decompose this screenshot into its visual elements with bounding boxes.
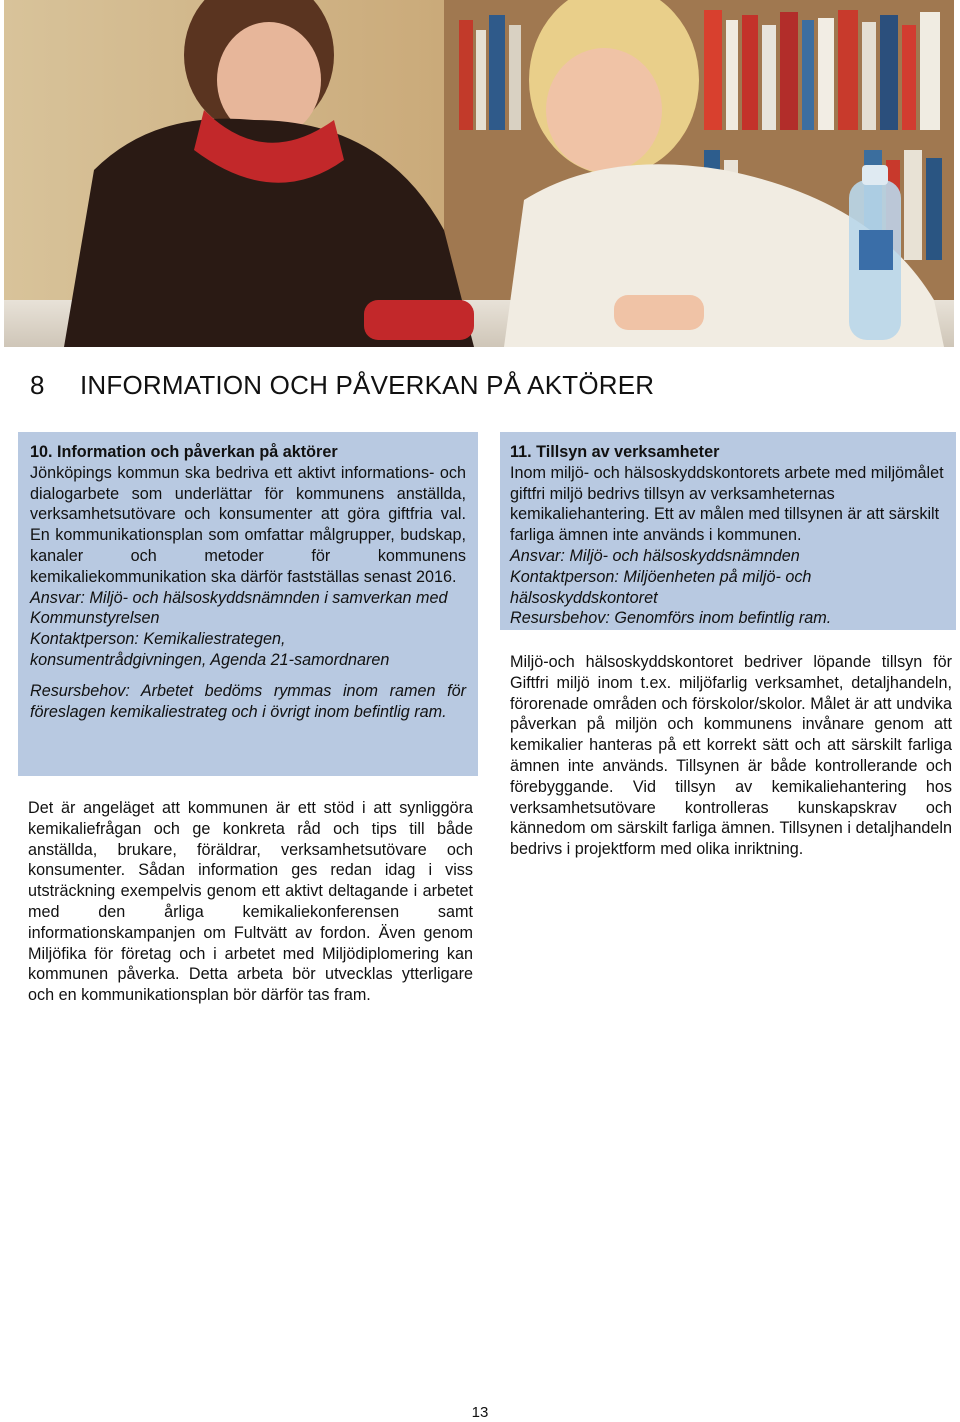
section-number: 8: [30, 370, 45, 400]
action-responsible: Ansvar: Miljö- och hälsoskyddsnämnden i samverkan med Kommunstyrelsen: [30, 588, 448, 628]
section-heading: [30, 370, 654, 401]
action-resources: Resursbehov: Genomförs inom befintlig ram.: [510, 609, 832, 628]
action-body: Inom miljö- och hälsoskyddskontorets arbete med miljömålet giftfri miljö bedrivs tillsyn av verksamheternas kemikaliehantering. Ett av målen med tillsynen är att särskilt farliga ämnen inte används i kommunen.: [510, 463, 944, 545]
section-title: INFORMATION OCH PÅVERKAN PÅ AKTÖRER: [80, 370, 655, 400]
photo-two-women-studying: [4, 0, 954, 347]
header-photo: [4, 0, 954, 347]
body-paragraph-right: Miljö-och hälsoskyddskontoret bedriver löpande tillsyn för Giftfri miljö inom t.ex. miljöfarlig verksamhet, detaljhandeln, förorenade områden och förskolor/skolor. Målet är att undvika påverkan på miljön och kommunens invånare genom att kemikalier hanteras på ett korrekt sätt och att särskilt farliga ämnen inte används. Tillsynen är både kontrollerande och förebyggande. Vid tillsyn av kemikaliehantering hos verksamhetsutövare kontrolleras kunskapskrav och kännedom om särskilt farliga ämnen. Tillsynen i detaljhandeln bedrivs i projektform med olika inriktning.: [510, 653, 952, 859]
action-resources: Resursbehov: Arbetet bedöms rymmas inom ramen för föreslagen kemikaliestrateg och i övrigt inom befintlig ram.: [30, 681, 466, 721]
action-title: 11. Tillsyn av verksamheter: [510, 443, 720, 461]
action-box-10: [18, 432, 478, 776]
body-paragraph-left: Det är angeläget att kommunen är ett stöd i att synliggöra kemikaliefrågan och ge konkreta råd och tips till både anställda, brukare, föräldrar, verksamhetsutövare och konsumenter. Sådan information ges redan idag i viss utsträckning exempelvis genom ett aktivt deltagande i arbetet med den årliga kemikaliekonferensen samt informationskampanjen om Fultvätt av fordon. Även genom Miljöfika för företag och i arbetet med Miljödiplomering kan kommunen påverka. Detta arbeta bör utvecklas ytterligare och en kommunikationsplan bör därför tas fram.: [28, 799, 473, 1005]
action-box-11: [500, 432, 956, 630]
page-number: 13: [471, 1404, 489, 1421]
action-responsible: Ansvar: Miljö- och hälsoskyddsnämnden: [510, 546, 800, 565]
action-body: Jönköpings kommun ska bedriva ett aktivt informations- och dialogarbete som underlättar för kommunens anställda, verksamhetsutövare och konsumenter att göra giftfria val. En kommunikationsplan som omfattar målgrupper, budskap, kanaler och metoder för kommunens kemikaliekommunikation ska därför fastställas senast 2016.: [30, 463, 466, 586]
action-contact: Kontaktperson: Kemikaliestrategen, konsumentrådgivningen, Agenda 21-samordnaren: [30, 630, 390, 669]
action-title: 10. Information och påverkan på aktörer: [30, 443, 338, 461]
action-contact: Kontaktperson: Miljöenheten på miljö- och hälsoskyddskontoret: [510, 567, 812, 607]
